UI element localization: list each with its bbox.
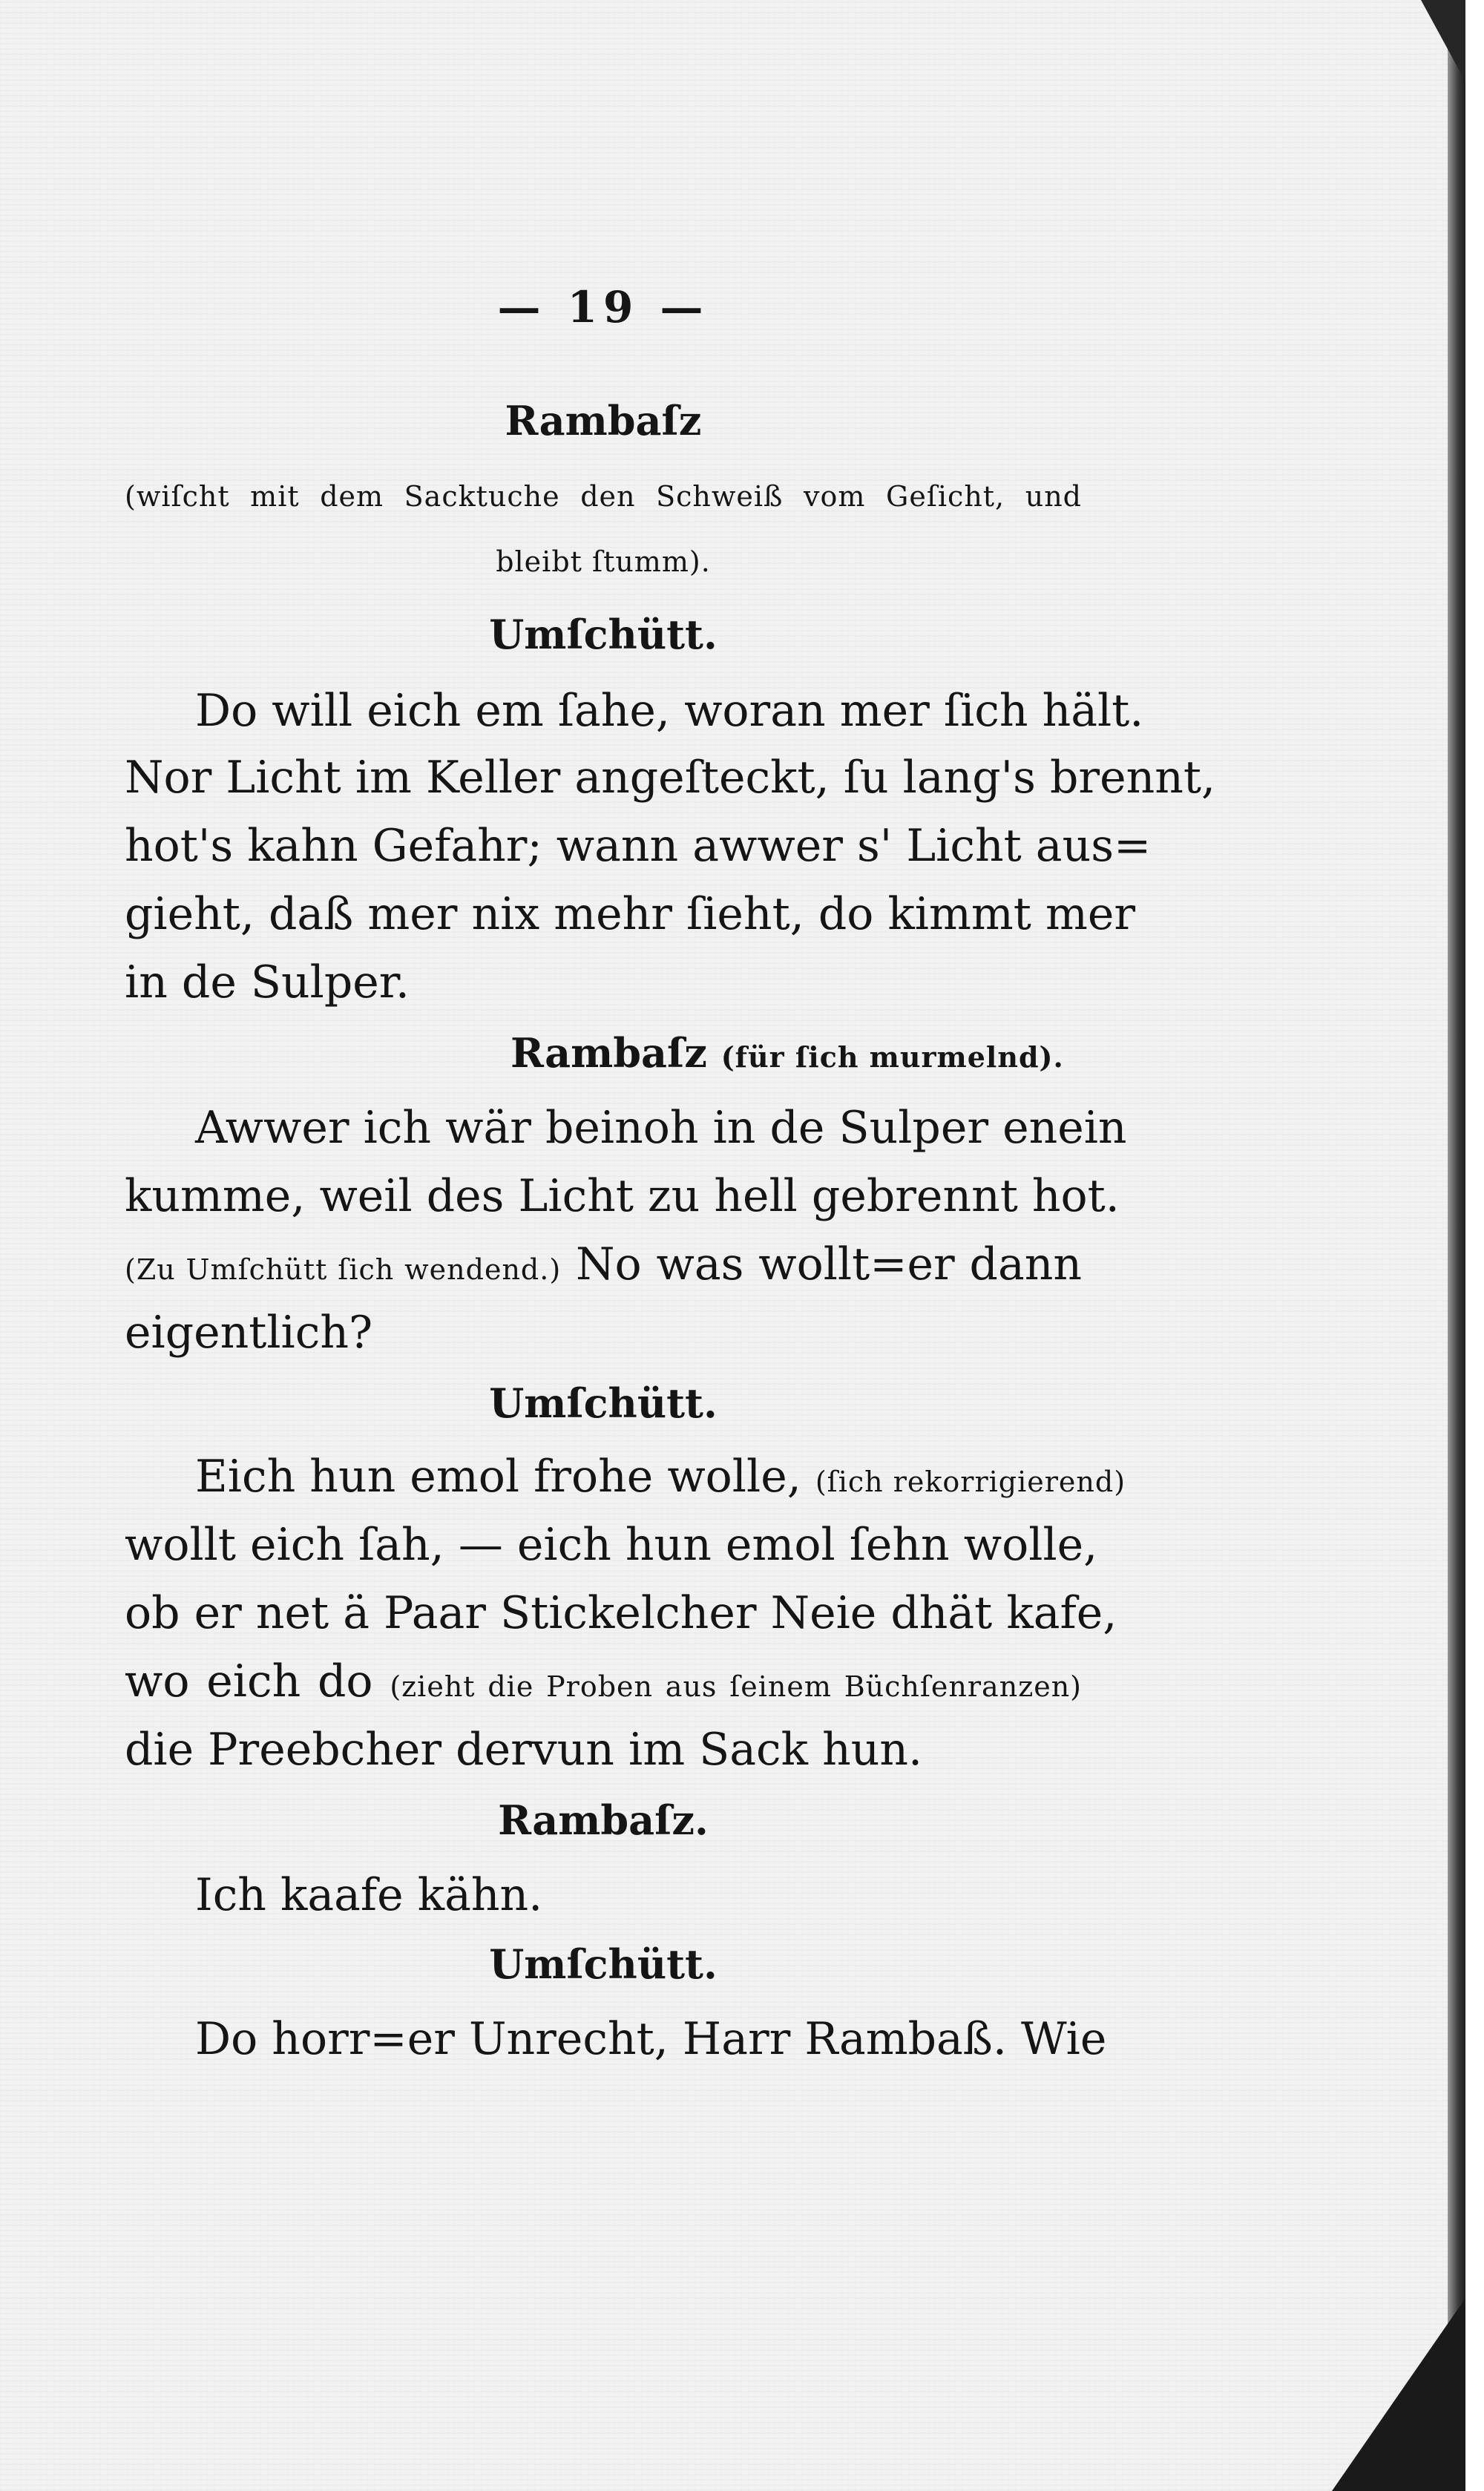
speaker-heading: Rambaſz xyxy=(505,397,702,444)
speaker-name: Rambaſz xyxy=(510,1029,707,1077)
speaker-heading: Umſchütt. xyxy=(489,611,718,658)
scan-edge-right xyxy=(1448,0,1465,2491)
speaker-heading: Rambaſz. xyxy=(498,1796,709,1844)
dialogue-line: wollt eich ſah, — eich hun emol ſehn wolle, xyxy=(125,1519,1098,1571)
dialogue-line: hot's kahn Gefahr; wann awwer s' Licht aus= xyxy=(125,820,1152,872)
page-number: — 19 — xyxy=(497,282,709,332)
dialogue-line: kumme, weil des Licht zu hell gebrennt hot. xyxy=(125,1170,1120,1222)
dialogue-line-with-stage xyxy=(125,1451,1126,1503)
dialogue-line: Nor Licht im Keller angeſteckt, ſu lang's brennt, xyxy=(125,752,1216,804)
dialogue-text: wo eich do xyxy=(125,1655,373,1707)
stage-direction: (wiſcht mit dem Sacktuche den Schweiß vom Geſicht, und xyxy=(125,480,1082,513)
scan-edge-bottom-corner xyxy=(1332,2298,1465,2491)
dialogue-line: in de Sulper. xyxy=(125,956,410,1008)
speaker-heading: Umſchütt. xyxy=(489,1940,718,1988)
speaker-heading-with-stage xyxy=(125,1029,1468,1077)
stage-direction: (für ſich murmelnd). xyxy=(720,1040,1064,1074)
dialogue-line: gieht, daß mer nix mehr ſieht, do kimmt mer xyxy=(125,888,1136,940)
dialogue-line: Do will eich em ſahe, woran mer ſich hält. xyxy=(195,685,1144,737)
dialogue-line: eigentlich? xyxy=(125,1307,373,1359)
dialogue-line: Awwer ich wär beinoh in de Sulper enein xyxy=(195,1102,1127,1154)
dialogue-line: ob er net ä Paar Stickelcher Neie dhät kafe, xyxy=(125,1587,1117,1639)
stage-direction: (zieht die Proben aus ſeinem Büchſenranzen) xyxy=(390,1670,1082,1703)
dialogue-line: Do horr=er Unrecht, Harr Rambaß. Wie xyxy=(195,2013,1107,2065)
dialogue-text: Eich hun emol frohe wolle, xyxy=(195,1451,801,1503)
stage-direction: (Zu Umſchütt ſich wendend.) xyxy=(125,1253,562,1286)
stage-direction-end: bleibt ſtumm). xyxy=(496,545,711,578)
stage-direction: (ſich rekorrigierend) xyxy=(815,1466,1126,1498)
dialogue-line: Ich kaafe kähn. xyxy=(195,1869,543,1921)
dialogue-line-with-stage xyxy=(125,1655,1082,1707)
dialogue-text: No was wollt=er dann xyxy=(576,1238,1083,1290)
speaker-heading: Umſchütt. xyxy=(489,1379,718,1427)
scan-edge-top-corner xyxy=(1421,0,1465,82)
dialogue-line-with-stage xyxy=(125,1238,1083,1290)
dialogue-line: die Preebcher dervun im Sack hun. xyxy=(125,1724,923,1776)
